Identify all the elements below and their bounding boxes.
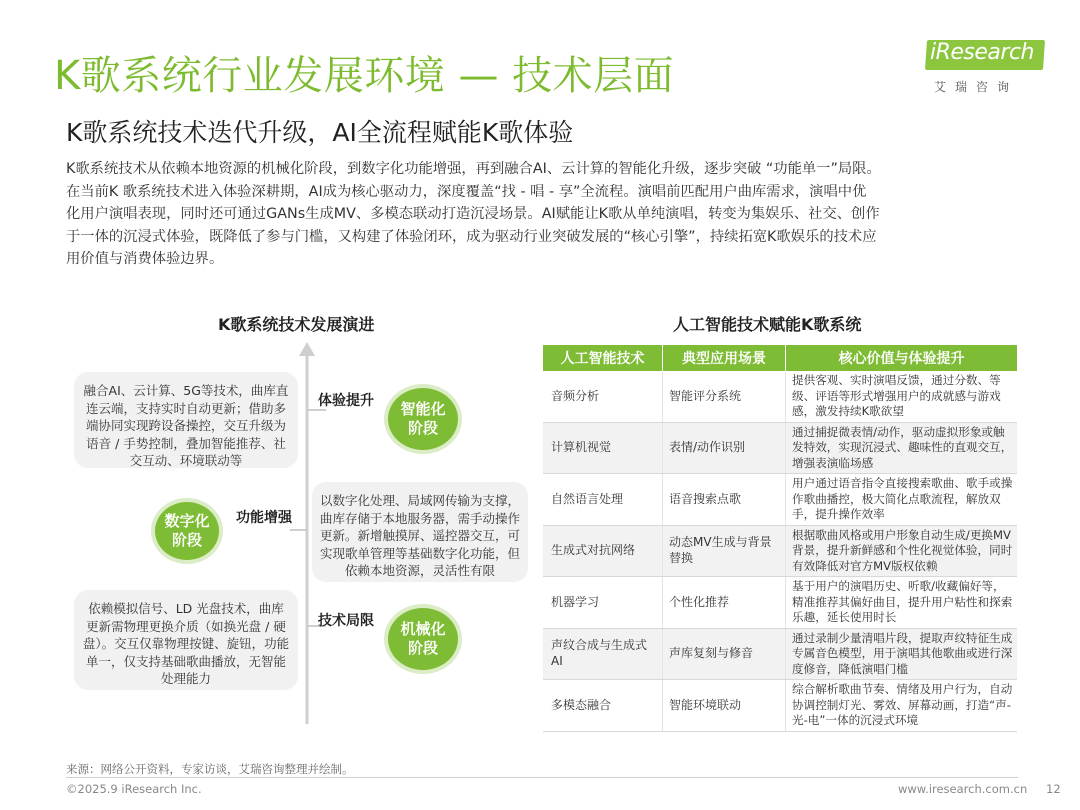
page-subtitle: K歌系统技术迭代升级，AI全流程赋能K歌体验 — [66, 118, 574, 147]
cell-scene: 声库复刻与修音 — [663, 628, 786, 680]
ai-table — [543, 345, 1017, 732]
cell-scene: 智能评分系统 — [663, 371, 786, 422]
cell-value: 提供客观、实时演唱反馈，通过分数、等级、评语等形式增强用户的成就感与游戏感，激发持续K歌欲望 — [786, 371, 1018, 422]
digital-stage-label: 功能增强 — [236, 510, 292, 526]
intelligent-stage-desc: 融合AI、云计算、5G等技术，曲库直连云端，支持实时自动更新；借助多端协同实现跨设备操控，交互升级为语音 / 手势控制，叠加智能推荐、社交互动、环境联动等 — [74, 372, 298, 468]
table-row — [543, 628, 1017, 680]
cell-scene: 语音搜索点歌 — [663, 474, 786, 526]
mechanical-stage-circle: 机械化 阶段 — [388, 608, 458, 670]
digital-stage-desc: 以数字化处理、局域网传输为支撑，曲库存储于本地服务器，需手动操作更新。新增触摸屏、遥控器交互，可实现歌单管理等基础数字化功能，但依赖本地资源，灵活性有限 — [312, 482, 528, 582]
cell-scene: 智能环境联动 — [663, 680, 786, 732]
table-row — [543, 422, 1017, 474]
table-row — [543, 371, 1017, 422]
mechanical-stage-desc: 依赖模拟信号、LD 光盘技术，曲库更新需物理更换介质（如换光盘 / 硬盘）。交互仅靠物理按键、旋钮，功能单一，仅支持基础歌曲播放，无智能处理能力 — [74, 590, 298, 690]
cell-tech: 计算机视觉 — [543, 422, 663, 474]
header-value: 核心价值与体验提升 — [786, 345, 1018, 371]
cell-value: 通过录制少量清唱片段，提取声纹特征生成专属音色模型，用于演唱其他歌曲或进行深度修音，降低演唱门槛 — [786, 628, 1018, 680]
mechanical-stage-label: 技术局限 — [318, 613, 374, 629]
cell-tech: 自然语言处理 — [543, 474, 663, 526]
cell-tech: 声纹合成与生成式AI — [543, 628, 663, 680]
cell-scene: 动态MV生成与背景替换 — [663, 525, 786, 577]
intelligent-stage-label: 体验提升 — [318, 393, 374, 409]
table-row — [543, 680, 1017, 732]
cell-value: 基于用户的演唱历史、听歌/收藏偏好等，精准推荐其偏好曲目，提升用户粘性和探索乐趣，延长使用时长 — [786, 577, 1018, 629]
iresearch-logo — [916, 36, 1048, 94]
copyright: ©2025.9 iResearch Inc. — [66, 782, 202, 796]
intro-paragraph — [66, 158, 1026, 271]
header-tech: 人工智能技术 — [543, 345, 663, 371]
website-url: www.iresearch.com.cn — [898, 782, 1028, 796]
footer-divider — [66, 777, 1018, 778]
cell-tech: 音频分析 — [543, 371, 663, 422]
table-row — [543, 525, 1017, 577]
table-row — [543, 577, 1017, 629]
digital-stage-circle: 数字化 阶段 — [155, 502, 219, 560]
intro-line: 于一体的沉浸式体验，既降低了参与门槛，又构建了体验闭环，成为驱动行业突破发展的“核心引擎”，持续拓宽K歌娱乐的技术应 — [66, 228, 877, 245]
header-scene: 典型应用场景 — [663, 345, 786, 371]
ai-table-title: 人工智能技术赋能K歌系统 — [673, 315, 862, 334]
table-header-row — [543, 345, 1017, 371]
table-row — [543, 474, 1017, 526]
cell-value: 根据歌曲风格或用户形象自动生成/更换MV背景，提升新鲜感和个性化视觉体验，同时有效降低对官方MV版权依赖 — [786, 525, 1018, 577]
evolution-title: K歌系统技术发展演进 — [218, 315, 375, 334]
intro-line: 用价值与消费体验边界。 — [66, 251, 224, 268]
intro-line: 化用户演唱表现，同时还可通过GANs生成MV、多模态联动打造沉浸场景。AI赋能让K歌从单纯演唱，转变为集娱乐、社交、创作 — [66, 206, 880, 223]
cell-value: 用户通过语音指令直接搜索歌曲、歌手或操作歌曲播控，极大简化点歌流程，解放双手，提升操作效率 — [786, 474, 1018, 526]
cell-tech: 机器学习 — [543, 577, 663, 629]
cell-value: 综合解析歌曲节奏、情绪及用户行为，自动协调控制灯光、雾效、屏幕动画，打造“声-光-电”一体的沉浸式环境 — [786, 680, 1018, 732]
cell-tech: 多模态融合 — [543, 680, 663, 732]
cell-tech: 生成式对抗网络 — [543, 525, 663, 577]
cell-scene: 个性化推荐 — [663, 577, 786, 629]
page-number: 12 — [1046, 782, 1061, 796]
intelligent-stage-circle: 智能化 阶段 — [388, 388, 458, 450]
cell-scene: 表情/动作识别 — [663, 422, 786, 474]
logo-text: iResearch — [930, 40, 1034, 65]
logo-cn-text: 艾瑞咨询 — [934, 80, 1019, 94]
intro-line: K歌系统技术从依赖本地资源的机械化阶段，到数字化功能增强，再到融合AI、云计算的智能化升级，逐步突破 “功能单一”局限。 — [66, 161, 881, 177]
page-title: K歌系统行业发展环境 — 技术层面 — [54, 53, 675, 99]
intro-line: 在当前K 歌系统技术进入体验深耕期，AI成为核心驱动力，深度覆盖“找 - 唱 - 享”全流程。演唱前匹配用户曲库需求，演唱中优 — [66, 183, 867, 200]
source-note: 来源：网络公开资料，专家访谈，艾瑞咨询整理并绘制。 — [66, 762, 354, 776]
cell-value: 通过捕捉微表情/动作，驱动虚拟形象或触发特效，实现沉浸式、趣味性的直观交互，增强表演临场感 — [786, 422, 1018, 474]
